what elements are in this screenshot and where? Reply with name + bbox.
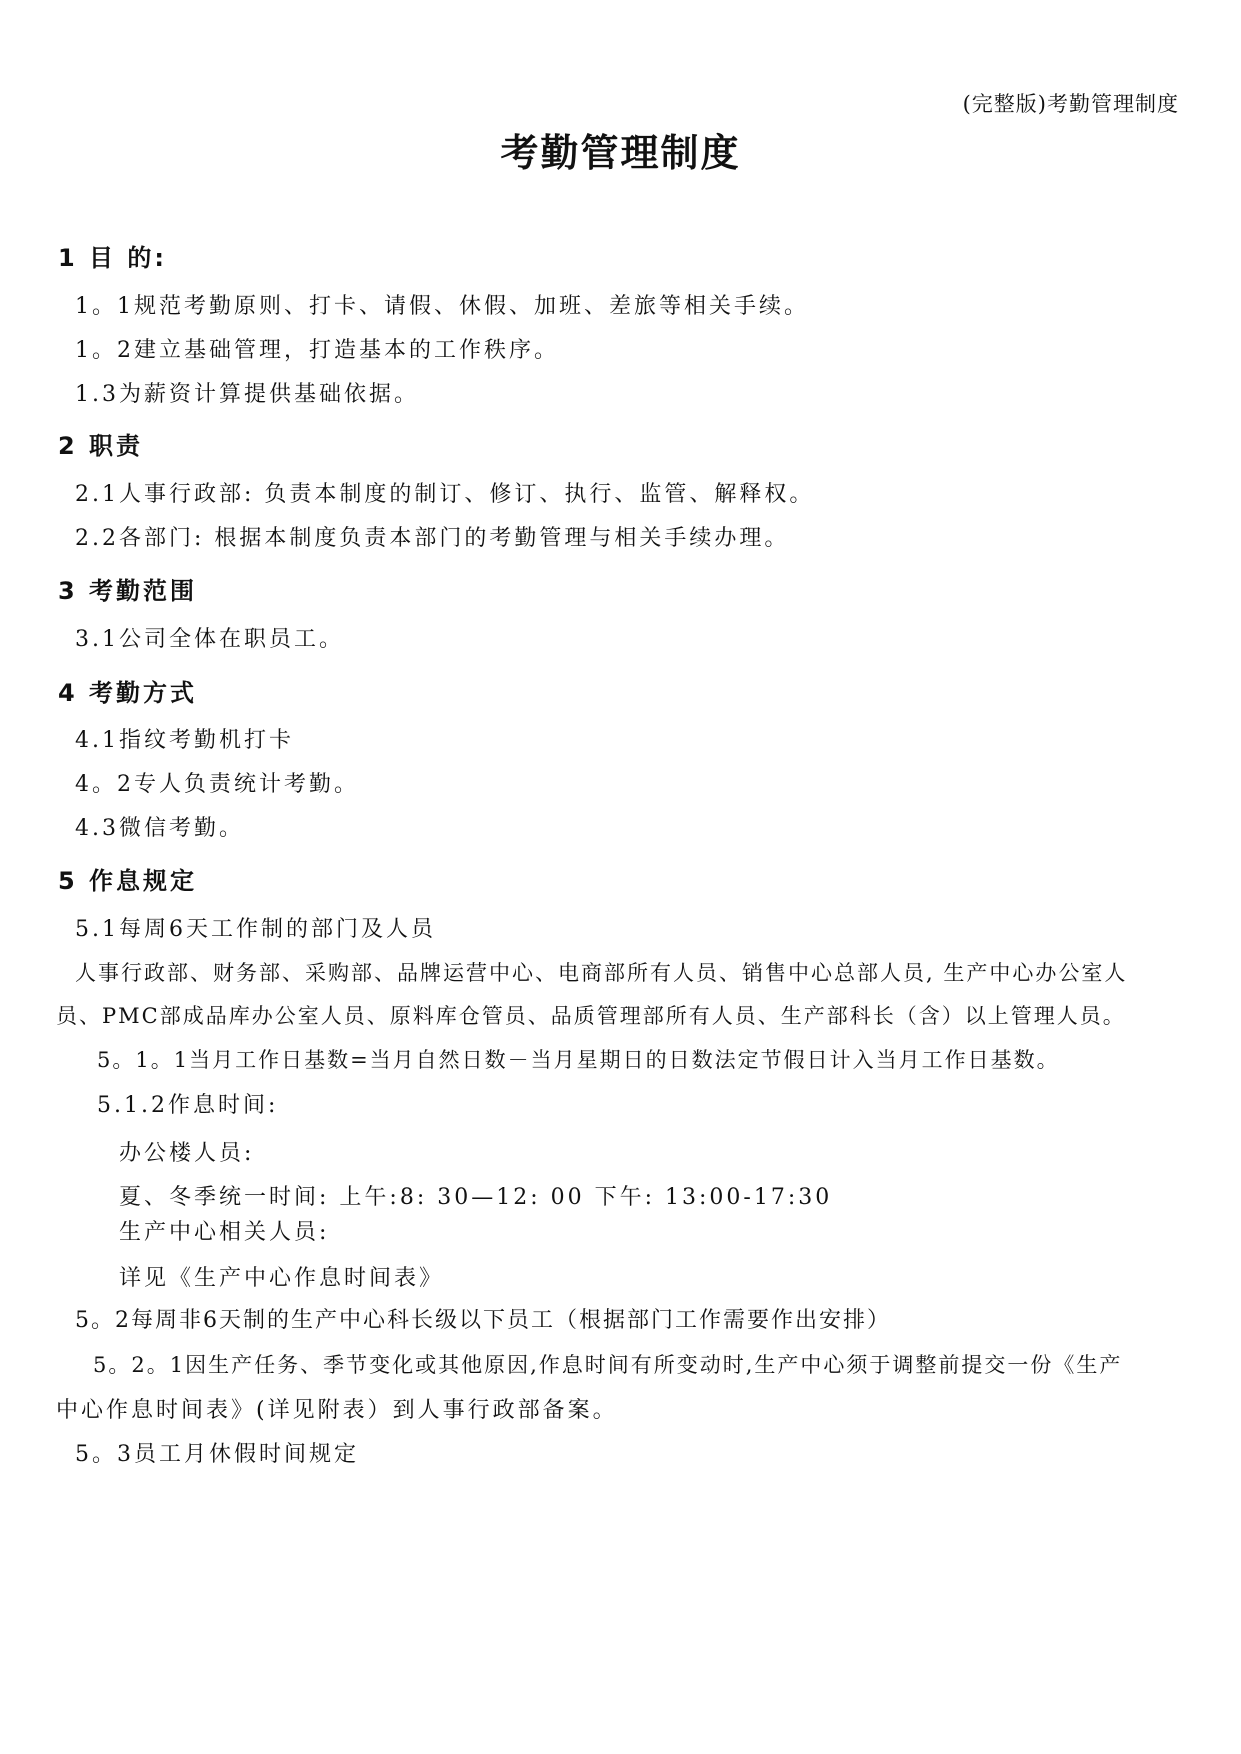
section-5-paragraph-line: 5。2。1因生产任务、季节变化或其他原因,作息时间有所变动时,生产中心须于调整前提交一份《生产 xyxy=(93,1353,1123,1377)
section-5-paragraph-line: 人事行政部、财务部、采购部、品牌运营中心、电商部所有人员、销售中心总部人员, 生产中心办公室人 xyxy=(75,961,1128,985)
section-4-heading: 4 考勤方式 xyxy=(58,679,198,707)
section-5-item: 5。1。1当月工作日基数=当月自然日数－当月星期日的日数法定节假日计入当月工作日基数。 xyxy=(97,1048,1060,1072)
section-4-item: 4。2专人负责统计考勤。 xyxy=(75,772,359,797)
section-4-item: 4.1指纹考勤机打卡 xyxy=(75,728,294,753)
section-3-heading: 3 考勤范围 xyxy=(58,577,198,605)
section-5-item: 5。3员工月休假时间规定 xyxy=(75,1442,359,1467)
section-5-item: 办公楼人员: xyxy=(119,1141,255,1166)
section-2-item: 2.2各部门: 根据本制度负责本部门的考勤管理与相关手续办理。 xyxy=(75,526,790,551)
section-5-item: 生产中心相关人员: xyxy=(119,1220,330,1245)
section-2-heading: 2 职责 xyxy=(58,432,144,460)
section-5-item: 5。2每周非6天制的生产中心科长级以下员工（根据部门工作需要作出安排） xyxy=(75,1308,891,1333)
section-3-item: 3.1公司全体在职员工。 xyxy=(75,627,344,652)
section-1-item: 1。1规范考勤原则、打卡、请假、休假、加班、差旅等相关手续。 xyxy=(75,294,809,319)
section-5-item: 5.1.2作息时间: xyxy=(97,1093,279,1118)
section-5-item: 5.1每周6天工作制的部门及人员 xyxy=(75,917,436,942)
section-5-paragraph-line: 中心作息时间表》(详见附表）到人事行政部备案。 xyxy=(56,1398,618,1423)
section-1-item: 1.3为薪资计算提供基础依据。 xyxy=(75,382,419,407)
section-1-heading: 1 目 的: xyxy=(58,244,168,272)
section-5-heading: 5 作息规定 xyxy=(58,867,198,895)
section-5-item: 详见《生产中心作息时间表》 xyxy=(119,1266,445,1291)
section-5-item: 夏、冬季统一时间: 上午:8: 30—12: 00 下午: 13:00-17:30 xyxy=(119,1185,833,1210)
section-5-paragraph-line: 员、PMC部成品库办公室人员、原料库仓管员、品质管理部所有人员、生产部科长（含）以上管理人员。 xyxy=(56,1004,1126,1028)
header-note: (完整版)考勤管理制度 xyxy=(962,92,1179,116)
section-2-item: 2.1人事行政部: 负责本制度的制订、修订、执行、监管、解释权。 xyxy=(75,482,815,507)
section-4-item: 4.3微信考勤。 xyxy=(75,816,244,841)
document-title: 考勤管理制度 xyxy=(500,131,741,175)
section-1-item: 1。2建立基础管理，打造基本的工作秩序。 xyxy=(75,338,559,363)
